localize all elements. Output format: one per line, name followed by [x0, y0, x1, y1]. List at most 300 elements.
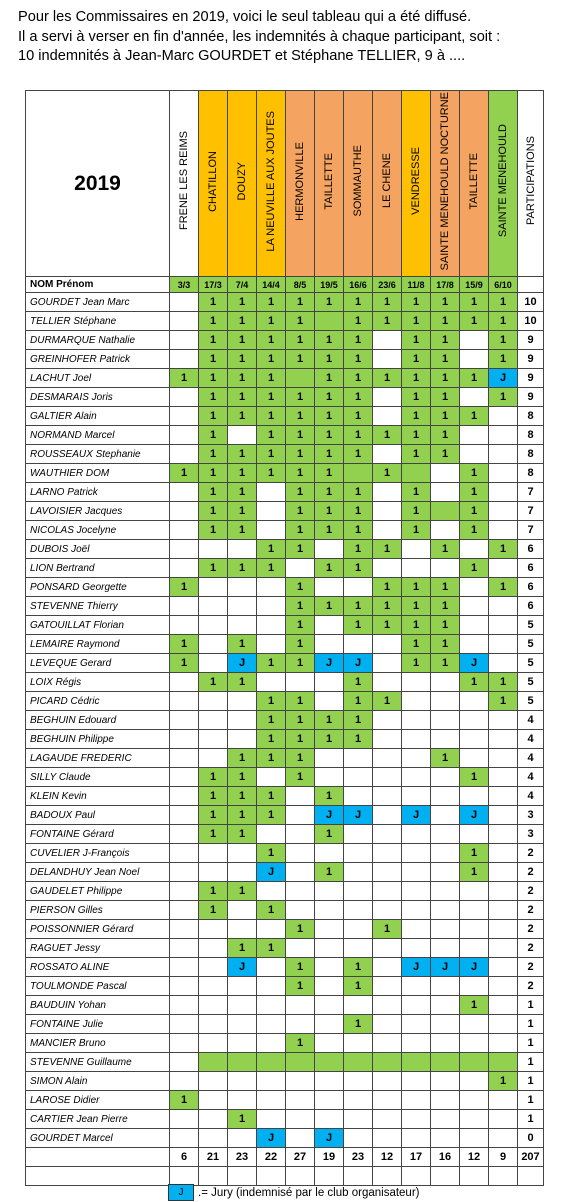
participation-cell: [373, 1034, 402, 1053]
participation-cell: [228, 901, 257, 920]
participation-cell: 1: [257, 654, 286, 673]
participation-cell: [460, 882, 489, 901]
event-total: 23: [228, 1148, 257, 1167]
name-header: NOM Prénom: [26, 277, 170, 293]
event-header: [402, 91, 431, 277]
participation-cell: 1: [431, 445, 460, 464]
participation-cell: [344, 882, 373, 901]
participation-cell: 1: [402, 483, 431, 502]
participation-cell: [402, 996, 431, 1015]
participation-cell: 1: [402, 616, 431, 635]
participation-cell: [489, 806, 518, 825]
participation-cell: [170, 1053, 199, 1072]
participant-name: CARTIER Jean Pierre: [26, 1110, 170, 1129]
participant-name: LOIX Régis: [26, 673, 170, 692]
participation-total: 6: [518, 559, 544, 578]
event-date: 3/3: [170, 277, 199, 293]
participation-cell: [315, 540, 344, 559]
participation-cell: 1: [228, 331, 257, 350]
participation-cell: [431, 521, 460, 540]
participation-cell: [170, 901, 199, 920]
table-row: [26, 711, 544, 730]
participation-cell: 1: [315, 711, 344, 730]
table-row: [26, 730, 544, 749]
participation-cell: [431, 787, 460, 806]
participation-cell: [170, 616, 199, 635]
event-name: SOMMAUTHE: [352, 145, 364, 217]
participation-cell: [170, 768, 199, 787]
participation-cell: 1: [489, 388, 518, 407]
participation-cell: [257, 958, 286, 977]
participation-cell: 1: [344, 350, 373, 369]
participation-cell: [199, 1110, 228, 1129]
participation-cell: [199, 597, 228, 616]
participation-cell: [170, 692, 199, 711]
participation-cell: [257, 977, 286, 996]
participation-cell: [228, 996, 257, 1015]
participation-cell: 1: [199, 521, 228, 540]
participation-total: 1: [518, 996, 544, 1015]
participation-cell: 1: [460, 521, 489, 540]
table-row: [26, 673, 544, 692]
event-date: 16/6: [344, 277, 373, 293]
intro-line-1: Pour les Commissaires en 2019, voici le seul tableau qui a été diffusé.: [18, 9, 472, 25]
participation-cell: 1: [228, 407, 257, 426]
participation-cell: 1: [373, 312, 402, 331]
participation-cell: 1: [286, 502, 315, 521]
totals-label: [26, 1148, 170, 1167]
blank-cell: [170, 1167, 199, 1186]
participation-cell: 1: [489, 692, 518, 711]
participation-cell: [344, 863, 373, 882]
table-row: [26, 844, 544, 863]
jury-cell: J: [257, 863, 286, 882]
participation-cell: [170, 1129, 199, 1148]
participation-cell: [170, 445, 199, 464]
participation-cell: [286, 673, 315, 692]
participation-cell: 1: [431, 426, 460, 445]
participation-cell: [344, 1110, 373, 1129]
table-row: [26, 312, 544, 331]
participation-cell: [228, 597, 257, 616]
event-total: 21: [199, 1148, 228, 1167]
participation-cell: [228, 844, 257, 863]
table-row: [26, 483, 544, 502]
participation-cell: 1: [489, 293, 518, 312]
table-row: [26, 616, 544, 635]
participant-name: BEGHUIN Philippe: [26, 730, 170, 749]
participation-cell: [199, 635, 228, 654]
participation-cell: 1: [286, 654, 315, 673]
event-header: [286, 91, 315, 277]
table-row: [26, 407, 544, 426]
participation-cell: [489, 1110, 518, 1129]
participation-cell: 1: [373, 426, 402, 445]
participation-cell: 1: [257, 331, 286, 350]
participation-total: 4: [518, 787, 544, 806]
participation-cell: 1: [344, 502, 373, 521]
participation-cell: [489, 597, 518, 616]
table-row: [26, 1015, 544, 1034]
participation-cell: [170, 331, 199, 350]
participation-cell: 1: [228, 882, 257, 901]
participation-cell: 1: [228, 483, 257, 502]
participation-cell: 1: [402, 369, 431, 388]
participation-cell: [257, 825, 286, 844]
jury-cell: J: [228, 654, 257, 673]
participation-cell: [373, 521, 402, 540]
participant-name: DELANDHUY Jean Noel: [26, 863, 170, 882]
participation-cell: [344, 787, 373, 806]
participation-cell: 1: [286, 464, 315, 483]
participant-name: MANCIER Bruno: [26, 1034, 170, 1053]
participation-cell: [199, 711, 228, 730]
participation-cell: [170, 844, 199, 863]
participation-cell: 1: [286, 578, 315, 597]
table-row: [26, 882, 544, 901]
participation-cell: 1: [199, 882, 228, 901]
participation-cell: [257, 1034, 286, 1053]
participation-cell: [344, 768, 373, 787]
participation-cell: 1: [460, 293, 489, 312]
participation-cell: 1: [460, 673, 489, 692]
participation-cell: 1: [315, 502, 344, 521]
event-total: 12: [373, 1148, 402, 1167]
participation-cell: [344, 939, 373, 958]
participation-cell: [170, 958, 199, 977]
participation-cell: 1: [199, 331, 228, 350]
participation-cell: [315, 578, 344, 597]
event-header: [228, 91, 257, 277]
participation-cell: [170, 1015, 199, 1034]
empty-green-cell: [402, 1053, 431, 1072]
event-date: 15/9: [460, 277, 489, 293]
participation-cell: [402, 787, 431, 806]
participation-cell: [199, 939, 228, 958]
blank-cell: [344, 1167, 373, 1186]
jury-cell: J: [344, 654, 373, 673]
participation-cell: [170, 977, 199, 996]
participation-cell: [489, 483, 518, 502]
participation-cell: [170, 920, 199, 939]
participation-cell: [257, 673, 286, 692]
participation-cell: 1: [286, 521, 315, 540]
participation-cell: [402, 1015, 431, 1034]
participation-cell: [489, 749, 518, 768]
participation-cell: 1: [199, 312, 228, 331]
participation-cell: 1: [344, 445, 373, 464]
participation-cell: [315, 920, 344, 939]
participation-cell: [402, 1034, 431, 1053]
participation-cell: [489, 445, 518, 464]
participation-cell: [228, 711, 257, 730]
participation-cell: 1: [257, 407, 286, 426]
participation-cell: 1: [228, 825, 257, 844]
event-header: [257, 91, 286, 277]
event-header: [170, 91, 199, 277]
event-header: [460, 91, 489, 277]
participation-cell: 1: [286, 312, 315, 331]
participation-cell: [402, 1129, 431, 1148]
participation-cell: [402, 711, 431, 730]
event-total: 27: [286, 1148, 315, 1167]
event-date: 11/8: [402, 277, 431, 293]
participation-cell: [431, 1110, 460, 1129]
table-row: [26, 768, 544, 787]
participation-total: 5: [518, 635, 544, 654]
participation-cell: 1: [199, 483, 228, 502]
participation-cell: [489, 1129, 518, 1148]
participation-cell: [402, 939, 431, 958]
jury-cell: J: [460, 654, 489, 673]
participation-cell: [373, 787, 402, 806]
participation-cell: 1: [199, 407, 228, 426]
participation-cell: 1: [228, 806, 257, 825]
participation-cell: [286, 939, 315, 958]
participation-cell: [228, 426, 257, 445]
participation-cell: [402, 1110, 431, 1129]
participation-cell: 1: [228, 559, 257, 578]
participation-cell: 1: [373, 616, 402, 635]
participation-cell: [170, 825, 199, 844]
participation-total: 7: [518, 502, 544, 521]
participant-name: GATOUILLAT Florian: [26, 616, 170, 635]
event-total: 16: [431, 1148, 460, 1167]
blank-cell: [228, 1167, 257, 1186]
participation-total: 4: [518, 768, 544, 787]
participation-cell: 1: [199, 787, 228, 806]
participation-cell: 1: [228, 464, 257, 483]
participation-cell: 1: [286, 293, 315, 312]
table-row: [26, 635, 544, 654]
participation-cell: [170, 730, 199, 749]
participation-cell: [315, 1034, 344, 1053]
participation-cell: [373, 1091, 402, 1110]
table-row: [26, 521, 544, 540]
participation-cell: 1: [199, 806, 228, 825]
participation-cell: [460, 616, 489, 635]
participation-cell: 1: [257, 844, 286, 863]
participant-name: DESMARAIS Joris: [26, 388, 170, 407]
participation-cell: 1: [228, 768, 257, 787]
participation-cell: [373, 711, 402, 730]
participation-cell: [489, 464, 518, 483]
participation-cell: [228, 1015, 257, 1034]
participation-total: 5: [518, 654, 544, 673]
table-row: [26, 654, 544, 673]
event-name: FRENE LES REIMS: [178, 131, 190, 231]
participation-cell: 1: [286, 616, 315, 635]
participation-cell: [315, 1091, 344, 1110]
participation-cell: [460, 920, 489, 939]
participation-cell: 1: [228, 502, 257, 521]
participation-cell: [373, 407, 402, 426]
participation-cell: 1: [228, 293, 257, 312]
participation-cell: [402, 559, 431, 578]
participation-total: 9: [518, 350, 544, 369]
participation-cell: [286, 844, 315, 863]
participation-cell: 1: [344, 521, 373, 540]
blank-cell: [373, 1167, 402, 1186]
participation-cell: [489, 654, 518, 673]
participation-cell: [489, 521, 518, 540]
intro-text: [18, 8, 563, 67]
participation-cell: [199, 540, 228, 559]
participation-cell: 1: [170, 635, 199, 654]
participation-cell: 1: [315, 521, 344, 540]
intro-line-3: 10 indemnités à Jean-Marc GOURDET et Stéphane TELLIER, 9 à ....: [18, 48, 466, 64]
event-total: 17: [402, 1148, 431, 1167]
participation-cell: [489, 844, 518, 863]
participation-total: 4: [518, 730, 544, 749]
participation-cell: 1: [199, 388, 228, 407]
participant-name: LAGAUDE FREDERIC: [26, 749, 170, 768]
participation-total: 2: [518, 977, 544, 996]
participation-total: 6: [518, 578, 544, 597]
participation-cell: [170, 1034, 199, 1053]
participation-total: 9: [518, 388, 544, 407]
participation-cell: 1: [431, 293, 460, 312]
participant-name: POISSONNIER Gérard: [26, 920, 170, 939]
participation-cell: [170, 312, 199, 331]
participation-cell: [431, 806, 460, 825]
event-header: [315, 91, 344, 277]
participation-cell: [431, 977, 460, 996]
participation-cell: [228, 616, 257, 635]
participation-cell: 1: [344, 426, 373, 445]
participation-total: 5: [518, 673, 544, 692]
table-row: [26, 1091, 544, 1110]
participation-cell: [489, 768, 518, 787]
event-total: 23: [344, 1148, 373, 1167]
participation-cell: [315, 958, 344, 977]
participation-total: 4: [518, 711, 544, 730]
event-date: 23/6: [373, 277, 402, 293]
table-row: [26, 445, 544, 464]
participation-cell: [460, 540, 489, 559]
event-name: CHATILLON: [207, 150, 219, 212]
participation-cell: 1: [257, 559, 286, 578]
participation-total: 2: [518, 958, 544, 977]
participation-cell: 1: [402, 502, 431, 521]
participation-cell: [431, 863, 460, 882]
table-row: [26, 863, 544, 882]
participation-cell: 1: [286, 977, 315, 996]
participation-cell: [315, 768, 344, 787]
participation-cell: 1: [460, 559, 489, 578]
participant-name: TELLIER Stéphane: [26, 312, 170, 331]
participation-cell: [373, 1129, 402, 1148]
participation-cell: [460, 749, 489, 768]
participation-cell: 1: [257, 540, 286, 559]
participation-cell: 1: [199, 768, 228, 787]
participation-cell: [228, 1129, 257, 1148]
event-date: 6/10: [489, 277, 518, 293]
participation-cell: 1: [286, 958, 315, 977]
participation-cell: [344, 1034, 373, 1053]
participation-cell: 1: [315, 483, 344, 502]
jury-cell: J: [460, 958, 489, 977]
participation-cell: [199, 1072, 228, 1091]
participation-cell: [460, 597, 489, 616]
participation-cell: 1: [431, 388, 460, 407]
participation-cell: [402, 540, 431, 559]
participation-cell: [489, 939, 518, 958]
participation-cell: [170, 293, 199, 312]
blank-cell: [199, 1167, 228, 1186]
participation-cell: [373, 483, 402, 502]
participation-cell: [431, 464, 460, 483]
event-name: LA NEUVILLE AUX JOUTES: [265, 110, 277, 252]
participation-cell: [257, 996, 286, 1015]
participation-cell: 1: [257, 787, 286, 806]
participation-cell: [228, 1091, 257, 1110]
participation-cell: [373, 654, 402, 673]
participation-cell: 1: [344, 730, 373, 749]
event-header: [431, 91, 460, 277]
event-header: [373, 91, 402, 277]
participation-cell: [315, 844, 344, 863]
participation-cell: [431, 920, 460, 939]
participation-cell: [489, 977, 518, 996]
participation-cell: 1: [315, 407, 344, 426]
participation-cell: 1: [199, 426, 228, 445]
participation-cell: [315, 635, 344, 654]
event-date: 17/3: [199, 277, 228, 293]
participation-cell: 1: [344, 559, 373, 578]
participation-cell: [315, 692, 344, 711]
participation-cell: [373, 749, 402, 768]
participation-cell: 1: [402, 654, 431, 673]
participation-cell: 1: [431, 597, 460, 616]
participation-cell: [170, 882, 199, 901]
participation-cell: 1: [489, 578, 518, 597]
participation-cell: 1: [402, 407, 431, 426]
participation-cell: [431, 1072, 460, 1091]
participation-cell: 1: [315, 426, 344, 445]
participation-cell: [170, 787, 199, 806]
participation-total: 9: [518, 331, 544, 350]
participation-cell: [286, 1091, 315, 1110]
participation-cell: [344, 996, 373, 1015]
participation-cell: 1: [460, 996, 489, 1015]
table-row: [26, 825, 544, 844]
participation-cell: [402, 901, 431, 920]
participation-cell: [373, 844, 402, 863]
participation-cell: 1: [315, 863, 344, 882]
participation-cell: [170, 1110, 199, 1129]
participation-cell: [402, 825, 431, 844]
participation-cell: 1: [431, 407, 460, 426]
participation-cell: [431, 768, 460, 787]
participant-name: FONTAINE Julie: [26, 1015, 170, 1034]
blank-cell: [315, 1167, 344, 1186]
blank-cell: [257, 1167, 286, 1186]
participant-name: PIERSON Gilles: [26, 901, 170, 920]
participation-cell: [199, 996, 228, 1015]
participation-cell: [460, 1110, 489, 1129]
participation-cell: [170, 863, 199, 882]
blank-cell: [518, 1167, 544, 1186]
participation-cell: [315, 749, 344, 768]
event-name: SAINTE MENEHOULD NOCTURNE: [439, 91, 451, 271]
participation-cell: 1: [228, 635, 257, 654]
participation-cell: [257, 616, 286, 635]
participation-cell: [257, 1072, 286, 1091]
participation-cell: [344, 1129, 373, 1148]
participation-cell: [199, 1034, 228, 1053]
participation-cell: 1: [286, 388, 315, 407]
